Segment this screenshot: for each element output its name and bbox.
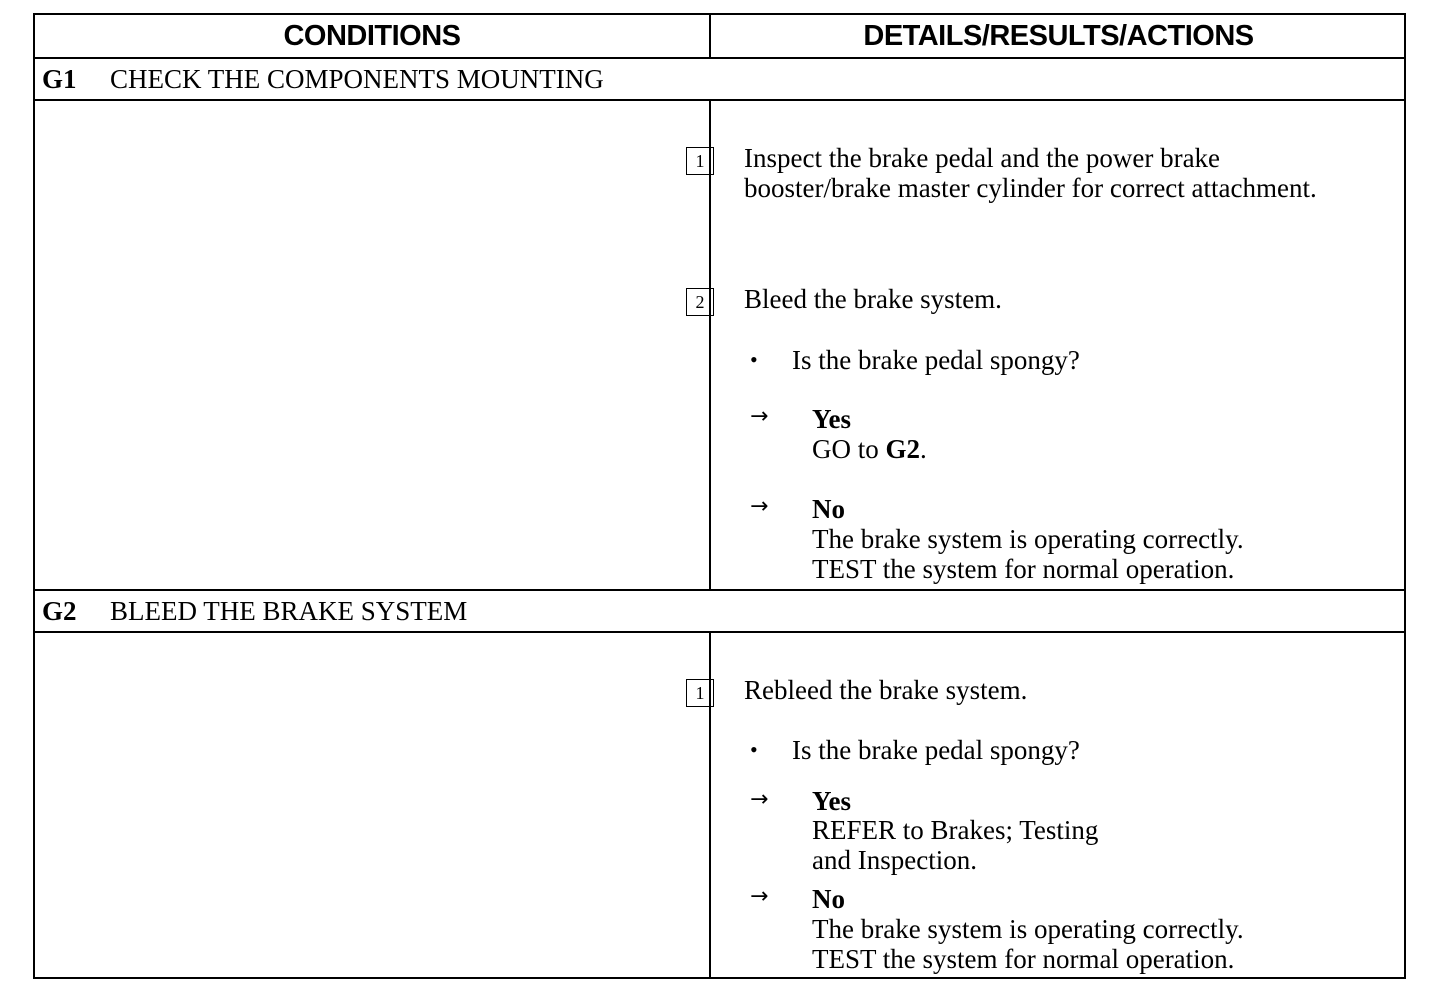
arrow-right-icon: → <box>750 787 769 812</box>
g1-yes-action-suffix: . <box>920 434 927 464</box>
g1-question <box>750 345 1350 377</box>
section-g2-code: G2 <box>42 595 77 626</box>
header-divider <box>709 15 711 59</box>
g1-step-2-number: 2 <box>686 288 714 316</box>
details-header: DETAILS/RESULTS/ACTIONS <box>863 19 1254 52</box>
arrow-right-icon: → <box>750 404 769 429</box>
g1-step-2 <box>686 284 1366 318</box>
conditions-header: CONDITIONS <box>283 19 461 52</box>
g1-step-2-text: Bleed the brake system. <box>744 284 1002 314</box>
g2-no-label: No <box>812 884 845 914</box>
g2-no-branch <box>750 884 1350 976</box>
section-g1-title: CHECK THE COMPONENTS MOUNTING <box>110 63 604 94</box>
g2-yes-line-2: and Inspection. <box>812 845 977 875</box>
g2-no-line-1: The brake system is operating correctly. <box>812 914 1244 944</box>
section-g2-title-row <box>35 591 1404 633</box>
g1-yes-action <box>812 434 1352 464</box>
g2-step-1-number: 1 <box>686 679 714 707</box>
bullet-icon: • <box>750 737 758 762</box>
g2-yes-line-1: REFER to Brakes; Testing <box>812 815 1099 845</box>
bullet-icon: • <box>750 347 758 372</box>
g2-question <box>750 735 1350 767</box>
table-header-row <box>35 15 1404 59</box>
g2-question-text: Is the brake pedal spongy? <box>792 735 1080 765</box>
g1-yes-label: Yes <box>812 404 851 434</box>
g1-yes-branch <box>750 404 1350 468</box>
g1-step-1-text: Inspect the brake pedal and the power brake booster/brake master cylinder for correct attachment. <box>744 143 1317 203</box>
arrow-right-icon: → <box>750 494 769 519</box>
section-g1-code: G1 <box>42 63 77 94</box>
g1-no-line-2: TEST the system for normal operation. <box>812 554 1235 584</box>
g1-no-label: No <box>812 494 845 524</box>
g1-step-1-number: 1 <box>686 147 714 175</box>
section-g2-title: BLEED THE BRAKE SYSTEM <box>110 595 468 626</box>
g1-no-branch <box>750 494 1350 586</box>
g2-no-line-2: TEST the system for normal operation. <box>812 944 1235 974</box>
g2-step-1-text: Rebleed the brake system. <box>744 675 1028 705</box>
g2-step-1 <box>686 675 1366 709</box>
g1-step-1 <box>686 143 1366 238</box>
g1-yes-action-target: G2 <box>885 434 921 464</box>
section-g1-title-row <box>35 59 1404 101</box>
g1-question-text: Is the brake pedal spongy? <box>792 345 1080 375</box>
g1-no-line-1: The brake system is operating correctly. <box>812 524 1244 554</box>
arrow-right-icon: → <box>750 884 769 909</box>
g2-yes-label: Yes <box>812 786 851 816</box>
g2-yes-branch <box>750 787 1350 879</box>
g1-yes-action-prefix: GO to <box>812 434 886 464</box>
